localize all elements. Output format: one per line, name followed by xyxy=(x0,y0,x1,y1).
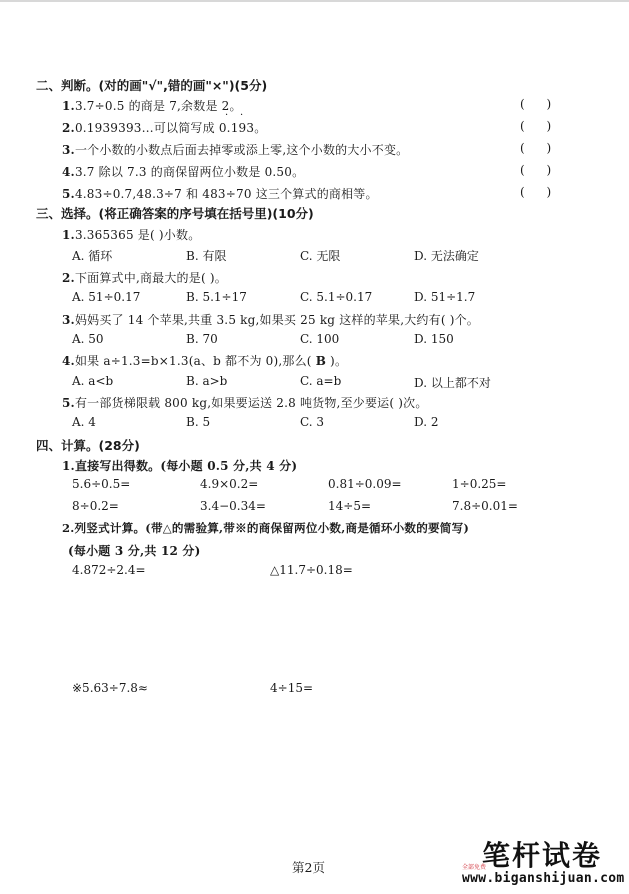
answer-paren-3[interactable]: ( ) xyxy=(520,141,552,155)
item-text: 一个小数的小数点后面去掉零或添上零,这个小数的大小不变。 xyxy=(74,143,409,157)
item-number: 2. xyxy=(62,521,75,535)
option-a[interactable]: A. 50 xyxy=(72,332,104,346)
brand-logo-text: 笔杆试卷 xyxy=(482,839,603,872)
item-number: 4. xyxy=(62,354,75,368)
section-choice-title: 三、选择。(将正确答案的序号填在括号里)(10分) xyxy=(36,206,314,221)
item-text: 列竖式计算。(带△的需验算,带※的商保留两位小数,商是循环小数的要简写) xyxy=(74,521,470,535)
vertical-calc-problem: 4÷15= xyxy=(270,681,314,695)
item-number: 5. xyxy=(62,187,75,201)
item-text: 3.7÷0.5 的商是 7,余数是 2。 xyxy=(74,99,242,113)
option-b[interactable]: B. a>b xyxy=(186,374,228,388)
item-text: 4.83÷0.7,48.3÷7 和 483÷70 这三个算式的商相等。 xyxy=(74,187,378,201)
option-c[interactable]: C. a=b xyxy=(300,374,342,388)
oral-problem: 14÷5= xyxy=(328,499,372,513)
item-number: 1. xyxy=(62,228,75,242)
oral-problem: 4.9×0.2= xyxy=(200,477,259,491)
option-b[interactable]: B. 5 xyxy=(186,415,211,429)
option-a[interactable]: A. 51÷0.17 xyxy=(72,290,141,304)
option-b[interactable]: B. 70 xyxy=(186,332,218,346)
answer-paren-4[interactable]: ( ) xyxy=(520,163,552,177)
calc-item-2-subtext: (每小题 3 分,共 12 分) xyxy=(68,544,201,558)
answer-mark: B xyxy=(315,354,327,368)
calc-item-1 xyxy=(62,457,297,474)
option-a[interactable]: A. 4 xyxy=(72,415,96,429)
item-number: 3. xyxy=(62,313,75,327)
section-judge-title: 二、判断。(对的画"√",错的画"×")(5分) xyxy=(36,78,268,93)
option-a[interactable]: A. a<b xyxy=(72,374,114,388)
option-b[interactable]: B. 有限 xyxy=(186,249,227,263)
option-d[interactable]: D. 以上都不对 xyxy=(414,376,491,390)
item-number: 1. xyxy=(62,99,75,113)
item-number: 4. xyxy=(62,165,75,179)
option-d[interactable]: D. 150 xyxy=(414,332,454,346)
choice-item-2 xyxy=(62,269,227,286)
judge-item-2 xyxy=(62,119,266,136)
item-text-end: )。 xyxy=(326,354,348,368)
judge-item-4 xyxy=(62,163,304,180)
judge-item-3 xyxy=(62,141,408,158)
option-d[interactable]: D. 无法确定 xyxy=(414,249,479,263)
item-text: 直接写出得数。(每小题 0.5 分,共 4 分) xyxy=(74,459,298,473)
oral-problem: 8÷0.2= xyxy=(72,499,119,513)
oral-problem: 7.8÷0.01= xyxy=(452,499,518,513)
option-d[interactable]: D. 51÷1.7 xyxy=(414,290,476,304)
calc-item-2 xyxy=(62,520,469,536)
item-text: 下面算式中,商最大的是( )。 xyxy=(74,271,227,285)
judge-item-1 xyxy=(62,97,242,114)
option-c[interactable]: C. 3 xyxy=(300,415,325,429)
vertical-calc-problem: 4.872÷2.4= xyxy=(72,563,146,577)
option-a[interactable]: A. 循环 xyxy=(72,249,113,263)
item-number: 3. xyxy=(62,143,75,157)
choice-item-5 xyxy=(62,394,428,411)
item-text: 0.1939393…可以简写成 0.193。 xyxy=(74,121,267,135)
answer-paren-5[interactable]: ( ) xyxy=(520,185,552,199)
choice-item-4 xyxy=(62,352,347,369)
choice-item-3 xyxy=(62,311,479,328)
oral-problem: 0.81÷0.09= xyxy=(328,477,402,491)
answer-paren-2[interactable]: ( ) xyxy=(520,119,552,133)
repeating-dot-mark: · xyxy=(225,110,229,121)
choice-item-1 xyxy=(62,226,200,243)
item-number: 5. xyxy=(62,396,75,410)
item-text: 妈妈买了 14 个苹果,共重 3.5 kg,如果买 25 kg 这样的苹果,大约有( )个。 xyxy=(74,313,479,327)
oral-problem: 3.4−0.34= xyxy=(200,499,266,513)
top-border xyxy=(0,0,629,2)
option-b[interactable]: B. 5.1÷17 xyxy=(186,290,247,304)
item-text: 3.365365 是( )小数。 xyxy=(74,228,201,242)
oral-problem: 5.6÷0.5= xyxy=(72,477,131,491)
oral-problem: 1÷0.25= xyxy=(452,477,507,491)
option-d[interactable]: D. 2 xyxy=(414,415,439,429)
option-c[interactable]: C. 无限 xyxy=(300,249,341,263)
option-c[interactable]: C. 100 xyxy=(300,332,340,346)
item-text: 3.7 除以 7.3 的商保留两位小数是 0.50。 xyxy=(74,165,305,179)
item-text: 如果 a÷1.3=b×1.3(a、b 都不为 0),那么( xyxy=(74,354,316,368)
vertical-calc-problem: △11.7÷0.18= xyxy=(270,563,353,577)
page-number: 第2页 xyxy=(292,860,325,875)
option-c[interactable]: C. 5.1÷0.17 xyxy=(300,290,373,304)
repeating-dot-mark: · xyxy=(240,110,244,121)
item-number: 2. xyxy=(62,121,75,135)
item-text: 有一部货梯限载 800 kg,如果要运送 2.8 吨货物,至少要运( )次。 xyxy=(74,396,428,410)
vertical-calc-problem: ※5.63÷7.8≈ xyxy=(72,681,148,695)
answer-paren-1[interactable]: ( ) xyxy=(520,97,552,111)
item-number: 1. xyxy=(62,459,75,473)
brand-logo-tag: 全部免费 xyxy=(462,864,487,871)
item-number: 2. xyxy=(62,271,75,285)
judge-item-5 xyxy=(62,185,378,202)
brand-logo-url[interactable]: www.biganshijuan.com xyxy=(462,871,625,886)
section-calc-title: 四、计算。(28分) xyxy=(36,438,140,453)
